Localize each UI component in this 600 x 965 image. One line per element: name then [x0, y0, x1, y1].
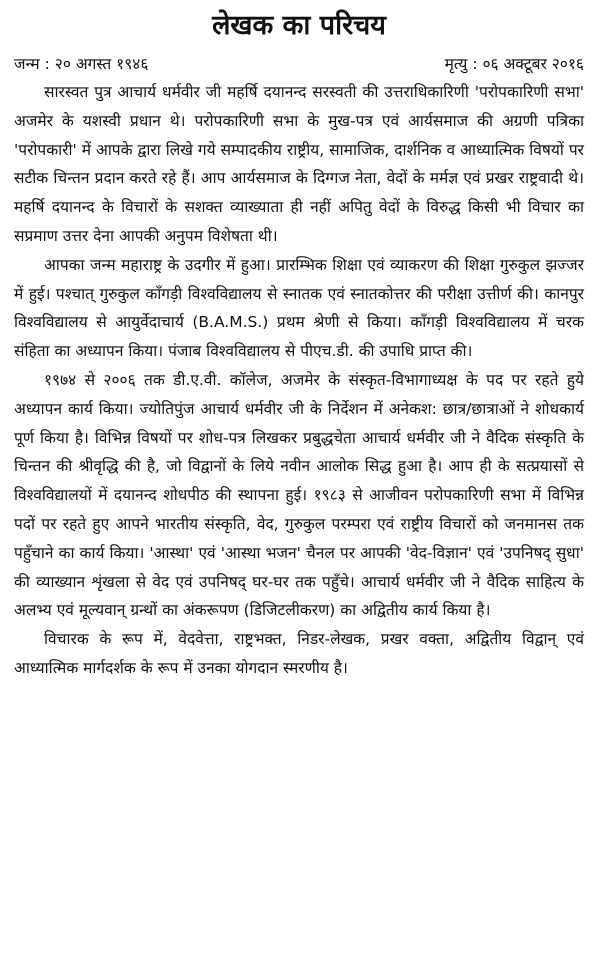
page-title: लेखक का परिचय — [212, 10, 386, 41]
death-date: मृत्यु : ०६ अक्टूबर २०१६ — [444, 55, 584, 73]
paragraph-3: १९७४ से २००६ तक डी.ए.वी. कॉलेज, अजमेर के संस्कृत-विभागाध्यक्ष के पद पर रहते हुये अध्यापन कार्य किया। ज्योतिपुंज आचार्य धर्मवीर जी के निर्देशन में अनेकश: छात्र/छात्राओं ने शोधकार्य पूर्ण किया है। विभिन्न विषयों पर शोध-पत्र लिखकर प्रबुद्धचेता आचार्य धर्मवीर जी ने वैदिक संस्कृति के चिन्तन की श्रीवृद्धि की है, जो विद्वानों के लिये नवीन आलोक सिद्ध हुआ है। आप ही के सत्प्रयासों से विश्वविद्यालयों में दयानन्द शोधपीठ की स्थापना हुई। १९८३ से आजीवन परोपकारिणी सभा में विभिन्न पदों पर रहते हुए आपने भारतीय संस्कृति, वेद, गुरुकुल परम्परा एवं राष्ट्रीय विचारों को जनमानस तक पहुँचाने का कार्य किया। 'आस्था' एवं 'आस्था भजन' चैनल पर आपकी 'वेद-विज्ञान' एवं 'उपनिषद् सुधा' की व्याख्यान शृंखला से वेद एवं उपनिषद् घर-घर तक पहुँचे। आचार्य धर्मवीर जी ने वैदिक साहित्य के अलभ्य एवं मूल्यवान् ग्रन्थों का अंकरूपण (डिजिटलीकरण) का अद्वितीय कार्य किया है। — [14, 370, 584, 620]
paragraph-4: विचारक के रूप में, वेदवेत्ता, राष्ट्रभक्त, निडर-लेखक, प्रखर वक्ता, अद्वितीय विद्वान् एवं आध्यात्मिक मार्गदर्शक के रूप में उनका योगदान स्मरणीय है। — [14, 630, 584, 677]
paragraph-2: आपका जन्म महाराष्ट्र के उदगीर में हुआ। प्रारम्भिक शिक्षा एवं व्याकरण की शिक्षा गुरुकुल झज्जर में हुई। पश्चात् गुरुकुल काँगड़ी विश्वविद्यालय से स्नातक एवं स्नातकोत्तर की परीक्षा उत्तीर्ण की। कानपुर विश्वविद्यालय से आयुर्वेदाचार्य (B.A.M.S.) प्रथम श्रेणी से किया। काँगड़ी विश्वविद्यालय में चरक संहिता का अध्यापन किया। पंजाब विश्वविद्यालय से पीएच.डी. की उपाधि प्राप्त की। — [14, 255, 584, 361]
life-dates — [14, 52, 584, 76]
birth-date: जन्म : २० अगस्त १९४६ — [14, 55, 149, 73]
paragraph-1: सारस्वत पुत्र आचार्य धर्मवीर जी महर्षि दयानन्द सरस्वती की उत्तराधिकारिणी 'परोपकारिणी सभा' अजमेर के यशस्वी प्रधान थे। परोपकारिणी सभा के मुख-पत्र एवं आर्यसमाज की अग्रणी पत्रिका 'परोपकारी' में आपके द्वारा लिखे गये सम्पादकीय राष्ट्रीय, सामाजिक, दार्शनिक व आध्यात्मिक विषयों पर सटीक चिन्तन प्रदान करते रहे हैं। आप आर्यसमाज के दिग्गज नेता, वेदों के मर्मज्ञ एवं प्रखर राष्ट्रवादी थे। महर्षि दयानन्द के विचारों के सशक्त व्याख्याता ही नहीं अपितु वेदों के विरुद्ध किसी भी विचार का सप्रमाण उत्तर देना आपकी अनुपम विशेषता थी। — [14, 83, 584, 245]
